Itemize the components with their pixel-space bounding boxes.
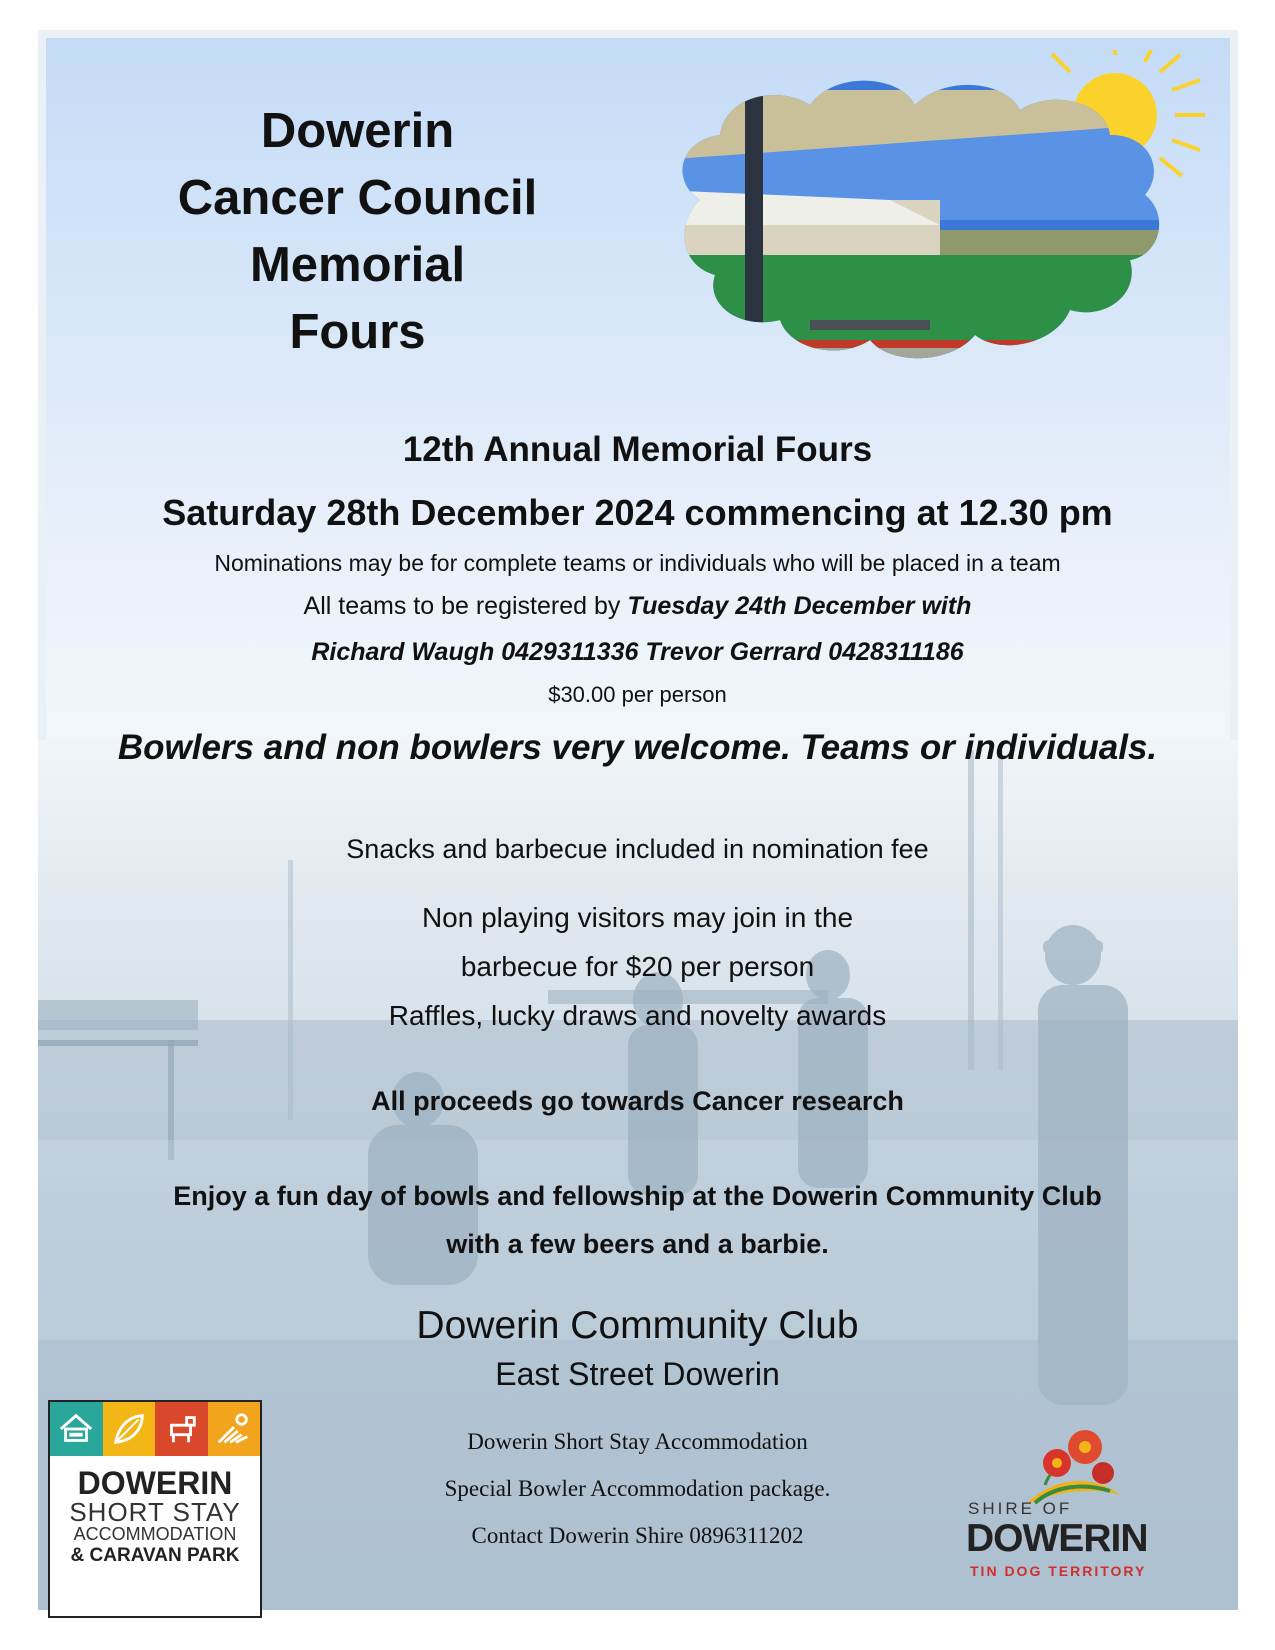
registration-prefix: All teams to be registered by xyxy=(303,592,628,620)
event-date: Saturday 28th December 2024 commencing at 12.30 pm xyxy=(162,492,1113,533)
shire-line2: DOWERIN xyxy=(966,1517,1148,1560)
logo-left-line1: DOWERIN xyxy=(77,1465,233,1501)
title-line: Memorial xyxy=(249,238,466,292)
enjoy-line: Enjoy a fun day of bowls and fellowship at the Dowerin Community Club xyxy=(173,1181,1102,1211)
bed-icon xyxy=(50,1402,103,1456)
visitors-line: Raffles, lucky draws and novelty awards xyxy=(388,1000,887,1031)
annual-heading: 12th Annual Memorial Fours xyxy=(402,430,873,469)
title-line: Fours xyxy=(289,305,426,359)
logo-left-line4: & CARAVAN PARK xyxy=(70,1545,240,1566)
title-line: Cancer Council xyxy=(177,171,538,225)
visitors-text xyxy=(60,893,1215,1040)
logo-left-line2: SHORT STAY xyxy=(69,1497,241,1527)
contacts-text: Richard Waugh 0429311336 Trevor Gerrard 0428311186 xyxy=(311,638,964,666)
snacks-text: Snacks and barbecue included in nomination fee xyxy=(346,834,929,864)
logo-tiles xyxy=(50,1402,260,1456)
field-icon xyxy=(208,1402,261,1456)
shire-line1: SHIRE OF xyxy=(968,1499,1073,1518)
venue-name: Dowerin Community Club xyxy=(416,1304,859,1347)
welcome-text: Bowlers and non bowlers very welcome. Teams or individuals. xyxy=(117,728,1158,767)
visitors-line: Non playing visitors may join in the xyxy=(421,902,854,933)
registration-deadline: Tuesday 24th December with xyxy=(627,592,972,620)
bowling-green-photo xyxy=(660,50,1220,400)
visitors-line: barbecue for $20 per person xyxy=(460,951,815,982)
shire-line3: TIN DOG TERRITORY xyxy=(970,1563,1147,1579)
enjoy-text xyxy=(60,1172,1215,1268)
title-line: Dowerin xyxy=(260,104,455,158)
proceeds-text: All proceeds go towards Cancer research xyxy=(371,1086,904,1116)
fee-text: $30.00 per person xyxy=(548,682,727,707)
registration-text xyxy=(60,592,1215,621)
venue-street: East Street Dowerin xyxy=(495,1356,780,1392)
leaf-icon xyxy=(103,1402,156,1456)
accommodation-line: Dowerin Short Stay Accommodation xyxy=(467,1429,808,1454)
enjoy-line: with a few beers and a barbie. xyxy=(446,1229,829,1259)
shire-of-dowerin-logo xyxy=(940,1425,1170,1585)
logo-left-line3: ACCOMMODATION xyxy=(73,1524,237,1544)
nominations-text: Nominations may be for complete teams or individuals who will be placed in a team xyxy=(214,550,1061,576)
accommodation-line: Contact Dowerin Shire 0896311202 xyxy=(471,1523,804,1548)
accommodation-line: Special Bowler Accommodation package. xyxy=(444,1476,831,1501)
dog-icon xyxy=(155,1402,208,1456)
event-title xyxy=(140,98,575,366)
short-stay-logo xyxy=(48,1400,262,1618)
